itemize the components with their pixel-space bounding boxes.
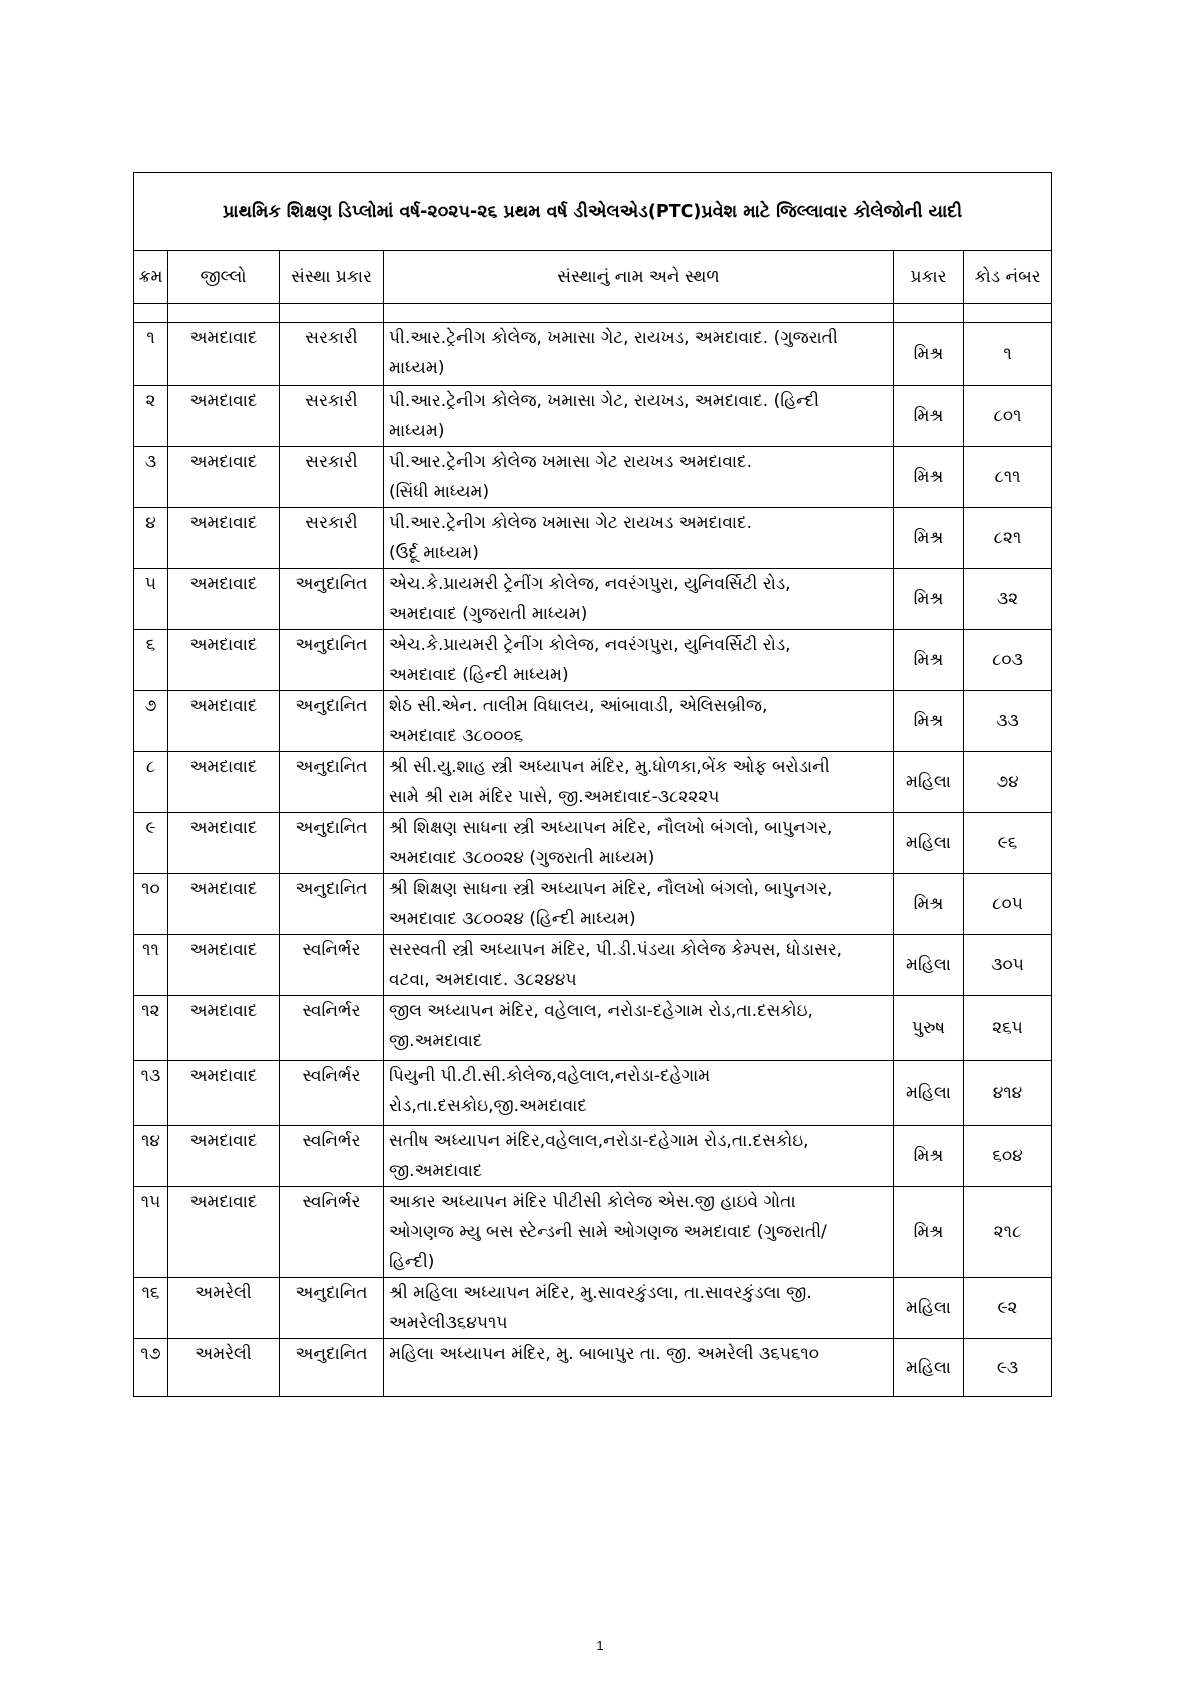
category-cell: મહિલા xyxy=(894,752,964,813)
serial-cell: ૮ xyxy=(134,752,168,813)
name-place-line: અમદાવાદ ૩૮૦૦૨૪ (હિન્દી માધ્યમ) xyxy=(389,909,636,929)
category-cell: મિશ્ર xyxy=(894,630,964,691)
category-cell: મહિલા xyxy=(894,1339,964,1397)
name-place-line: વટવા, અમદાવાદ. ૩૮૨૪૪૫ xyxy=(389,970,577,990)
name-place-line: એચ.કે.પ્રાયમરી ટ્રેનીંગ કોલેજ, નવરંગપુરા, યુનિવર્સિટી રોડ, xyxy=(389,574,791,594)
serial-cell: ૧૪ xyxy=(134,1126,168,1187)
institution-type-cell: સ્વનિર્ભર xyxy=(280,1061,384,1126)
name-place-line: હિન્દી) xyxy=(389,1252,435,1272)
institution-type-cell: સરકારી xyxy=(280,386,384,447)
code-cell: ૮૧૧ xyxy=(964,447,1052,508)
name-place-line: રોડ,તા.દસકોઇ,જી.અમદાવાદ xyxy=(389,1096,587,1116)
table-row xyxy=(134,447,1052,508)
institution-type-cell: અનુદાનિત xyxy=(280,874,384,935)
name-place-cell xyxy=(384,1126,894,1187)
name-place-line: (સિંધી માધ્યમ) xyxy=(389,482,490,502)
column-header-code: કોડ નંબર xyxy=(964,251,1052,304)
code-cell: ૯૨ xyxy=(964,1278,1052,1339)
serial-cell: ૧૫ xyxy=(134,1187,168,1278)
table-row xyxy=(134,752,1052,813)
name-place-line: પી.આર.ટ્રેનીગ કોલેજ ખમાસા ગેટ રાયખડ અમદાવાદ. xyxy=(389,513,752,533)
code-cell: ૪૧૪ xyxy=(964,1061,1052,1126)
column-header-district: જીલ્લો xyxy=(168,251,280,304)
district-cell: અમદાવાદ xyxy=(168,874,280,935)
code-cell: ૭૪ xyxy=(964,752,1052,813)
serial-cell: ૬ xyxy=(134,630,168,691)
category-cell: મિશ્ર xyxy=(894,386,964,447)
name-place-cell xyxy=(384,508,894,569)
name-place-line: અમદાવાદ ૩૮૦૦૨૪ (ગુજરાતી માધ્યમ) xyxy=(389,848,655,868)
name-place-line: આકાર અધ્યાપન મંદિર પીટીસી કોલેજ એસ.જી હાઇવે ગોતા xyxy=(389,1192,796,1212)
table-row xyxy=(134,691,1052,752)
name-place-line: શ્રી શિક્ષણ સાધના સ્ત્રી અધ્યાપન મંદિર, નૌલખો બંગલો, બાપુનગર, xyxy=(389,818,833,838)
name-place-cell xyxy=(384,691,894,752)
institution-type-cell: અનુદાનિત xyxy=(280,752,384,813)
table-row xyxy=(134,813,1052,874)
serial-cell: ૧૨ xyxy=(134,996,168,1061)
code-cell: ૩૩ xyxy=(964,691,1052,752)
table-row xyxy=(134,1339,1052,1397)
district-cell: અમદાવાદ xyxy=(168,996,280,1061)
code-cell: ૨૧૮ xyxy=(964,1187,1052,1278)
district-cell: અમદાવાદ xyxy=(168,1187,280,1278)
institution-type-cell: અનુદાનિત xyxy=(280,813,384,874)
category-cell: મિશ્ર xyxy=(894,1126,964,1187)
district-cell: અમદાવાદ xyxy=(168,691,280,752)
serial-cell: ૫ xyxy=(134,569,168,630)
name-place-cell xyxy=(384,630,894,691)
institution-type-cell: અનુદાનિત xyxy=(280,630,384,691)
name-place-cell xyxy=(384,813,894,874)
table-row xyxy=(134,1126,1052,1187)
institution-type-cell: અનુદાનિત xyxy=(280,1339,384,1397)
name-place-line: સતીષ અધ્યાપન મંદિર,વહેલાલ,નરોડા-દહેગામ રોડ,તા.દસકોઇ, xyxy=(389,1131,809,1151)
category-cell: મહિલા xyxy=(894,1278,964,1339)
category-cell: મહિલા xyxy=(894,935,964,996)
code-cell: ૮૦૧ xyxy=(964,386,1052,447)
code-cell: ૯૩ xyxy=(964,1339,1052,1397)
institution-type-cell: સરકારી xyxy=(280,508,384,569)
district-cell: અમદાવાદ xyxy=(168,1126,280,1187)
district-cell: અમદાવાદ xyxy=(168,447,280,508)
category-cell: મિશ્ર xyxy=(894,508,964,569)
name-place-cell xyxy=(384,752,894,813)
column-header-category: પ્રકાર xyxy=(894,251,964,304)
district-cell: અમદાવાદ xyxy=(168,1061,280,1126)
name-place-line: જી.અમદાવાદ xyxy=(389,1031,483,1051)
table-row xyxy=(134,996,1052,1061)
name-place-cell xyxy=(384,996,894,1061)
header-row xyxy=(134,251,1052,304)
category-cell: મિશ્ર xyxy=(894,691,964,752)
institution-type-cell: અનુદાનિત xyxy=(280,691,384,752)
column-header-name-place: સંસ્થાનું નામ અને સ્થળ xyxy=(384,251,894,304)
table-row xyxy=(134,508,1052,569)
code-cell: ૬૦૪ xyxy=(964,1126,1052,1187)
table-row xyxy=(134,935,1052,996)
category-cell: મિશ્ર xyxy=(894,323,964,386)
table-row xyxy=(134,630,1052,691)
institution-type-cell: સ્વનિર્ભર xyxy=(280,1187,384,1278)
name-place-line: એચ.કે.પ્રાયમરી ટ્રેનીંગ કોલેજ, નવરંગપુરા, યુનિવર્સિટી રોડ, xyxy=(389,635,791,655)
name-place-line: શ્રી સી.યુ.શાહ સ્ત્રી અધ્યાપન મંદિર, મુ.ધોળકા,બેંક ઓફ બરોડાની xyxy=(389,757,830,777)
table-row xyxy=(134,1278,1052,1339)
serial-cell: ૧૬ xyxy=(134,1278,168,1339)
category-cell: મહિલા xyxy=(894,813,964,874)
category-cell: મિશ્ર xyxy=(894,569,964,630)
document-title: પ્રાથમિક શિક્ષણ ડિપ્લોમાં વર્ષ-૨૦૨૫-૨૬ પ્રથમ વર્ષ ડીએલએડ(PTC)પ્રવેશ માટે જિલ્લાવાર કોલેજોની યાદી xyxy=(134,173,1052,251)
institution-type-cell: સ્વનિર્ભર xyxy=(280,996,384,1061)
serial-cell: ૪ xyxy=(134,508,168,569)
name-place-cell xyxy=(384,323,894,386)
colleges-table xyxy=(133,172,1052,1397)
name-place-line: મહિલા અધ્યાપન મંદિર, મુ. બાબાપુર તા. જી. અમરેલી ૩૬૫૬૧૦ xyxy=(389,1344,819,1364)
name-place-line: શ્રી મહિલા અધ્યાપન મંદિર, મુ.સાવરકુંડલા, તા.સાવરકુંડલા જી. xyxy=(389,1283,812,1303)
table-row xyxy=(134,874,1052,935)
code-cell: ૧ xyxy=(964,323,1052,386)
name-place-line: અમરેલી૩૬૪૫૧૫ xyxy=(389,1313,508,1333)
district-cell: અમદાવાદ xyxy=(168,752,280,813)
code-cell: ૩૨ xyxy=(964,569,1052,630)
name-place-line: અમદાવાદ (ગુજરાતી માધ્યમ) xyxy=(389,604,588,624)
name-place-line: પી.આર.ટ્રેનીગ કોલેજ, ખમાસા ગેટ, રાયખડ, અમદાવાદ. (ગુજરાતી xyxy=(389,328,838,348)
spacer-row xyxy=(134,304,1052,323)
name-place-cell xyxy=(384,1187,894,1278)
table-body xyxy=(134,323,1052,1397)
name-place-line: જીલ અધ્યાપન મંદિર, વહેલાલ, નરોડા-દહેગામ રોડ,તા.દસકોઇ, xyxy=(389,1001,813,1021)
code-cell: ૮૨૧ xyxy=(964,508,1052,569)
name-place-line: શેઠ સી.એન. તાલીમ વિધાલય, આંબાવાડી, એલિસબ્રીજ, xyxy=(389,696,768,716)
name-place-cell xyxy=(384,386,894,447)
column-header-serial: ક્રમ xyxy=(134,251,168,304)
serial-cell: ૩ xyxy=(134,447,168,508)
table-row xyxy=(134,569,1052,630)
table-row xyxy=(134,1187,1052,1278)
district-cell: અમદાવાદ xyxy=(168,386,280,447)
serial-cell: ૧ xyxy=(134,323,168,386)
column-header-institution-type: સંસ્થા પ્રકાર xyxy=(280,251,384,304)
institution-type-cell: સ્વનિર્ભર xyxy=(280,1126,384,1187)
district-cell: અમદાવાદ xyxy=(168,935,280,996)
name-place-line: (ઉર્દૂ માધ્યમ) xyxy=(389,543,479,563)
name-place-line: પી.આર.ટ્રેનીગ કોલેજ, ખમાસા ગેટ, રાયખડ, અમદાવાદ. (હિન્દી xyxy=(389,391,820,411)
table-row xyxy=(134,386,1052,447)
serial-cell: ૭ xyxy=(134,691,168,752)
institution-type-cell: સરકારી xyxy=(280,447,384,508)
district-cell: અમદાવાદ xyxy=(168,508,280,569)
serial-cell: ૧૦ xyxy=(134,874,168,935)
institution-type-cell: સ્વનિર્ભર xyxy=(280,935,384,996)
serial-cell: ૨ xyxy=(134,386,168,447)
name-place-line: પિયુની પી.ટી.સી.કોલેજ,વહેલાલ,નરોડા-દહેગામ xyxy=(389,1066,711,1086)
code-cell: ૩૦૫ xyxy=(964,935,1052,996)
category-cell: મિશ્ર xyxy=(894,874,964,935)
name-place-line: શ્રી શિક્ષણ સાધના સ્ત્રી અધ્યાપન મંદિર, નૌલખો બંગલો, બાપુનગર, xyxy=(389,879,833,899)
name-place-cell xyxy=(384,1061,894,1126)
name-place-cell xyxy=(384,447,894,508)
name-place-line: માધ્યમ) xyxy=(389,421,445,441)
institution-type-cell: સરકારી xyxy=(280,323,384,386)
table-row xyxy=(134,323,1052,386)
category-cell: પુરુષ xyxy=(894,996,964,1061)
district-cell: અમદાવાદ xyxy=(168,323,280,386)
title-row xyxy=(134,173,1052,251)
code-cell: ૯૬ xyxy=(964,813,1052,874)
institution-type-cell: અનુદાનિત xyxy=(280,569,384,630)
name-place-line: માધ્યમ) xyxy=(389,358,445,378)
name-place-line: અમદાવાદ (હિન્દી માધ્યમ) xyxy=(389,665,569,685)
name-place-cell xyxy=(384,1339,894,1397)
name-place-line: જી.અમદાવાદ xyxy=(389,1161,483,1181)
serial-cell: ૧૭ xyxy=(134,1339,168,1397)
district-cell: અમદાવાદ xyxy=(168,813,280,874)
name-place-line: અમદાવાદ ૩૮૦૦૦૬ xyxy=(389,726,524,746)
page-number: 1 xyxy=(596,1638,604,1653)
name-place-line: સરસ્વતી સ્ત્રી અધ્યાપન મંદિર, પી.ડી.પંડયા કોલેજ કેમ્પસ, ધોડાસર, xyxy=(389,940,843,960)
category-cell: મહિલા xyxy=(894,1061,964,1126)
serial-cell: ૧૩ xyxy=(134,1061,168,1126)
serial-cell: ૧૧ xyxy=(134,935,168,996)
name-place-cell xyxy=(384,1278,894,1339)
code-cell: ૨૬૫ xyxy=(964,996,1052,1061)
name-place-cell xyxy=(384,569,894,630)
district-cell: અમરેલી xyxy=(168,1278,280,1339)
district-cell: અમદાવાદ xyxy=(168,630,280,691)
institution-type-cell: અનુદાનિત xyxy=(280,1278,384,1339)
code-cell: ૮૦૫ xyxy=(964,874,1052,935)
serial-cell: ૯ xyxy=(134,813,168,874)
name-place-cell xyxy=(384,874,894,935)
category-cell: મિશ્ર xyxy=(894,447,964,508)
district-cell: અમદાવાદ xyxy=(168,569,280,630)
category-cell: મિશ્ર xyxy=(894,1187,964,1278)
name-place-cell xyxy=(384,935,894,996)
name-place-line: ઓગણજ મ્યુ બસ સ્ટેન્ડની સામે ઓગણજ અમદાવાદ (ગુજરાતી/ xyxy=(389,1222,827,1242)
table-row xyxy=(134,1061,1052,1126)
code-cell: ૮૦૩ xyxy=(964,630,1052,691)
name-place-line: સામે શ્રી રામ મંદિર પાસે, જી.અમદાવાદ-૩૮૨૨૨૫ xyxy=(389,787,720,807)
district-cell: અમરેલી xyxy=(168,1339,280,1397)
name-place-line: પી.આર.ટ્રેનીગ કોલેજ ખમાસા ગેટ રાયખડ અમદાવાદ. xyxy=(389,452,752,472)
